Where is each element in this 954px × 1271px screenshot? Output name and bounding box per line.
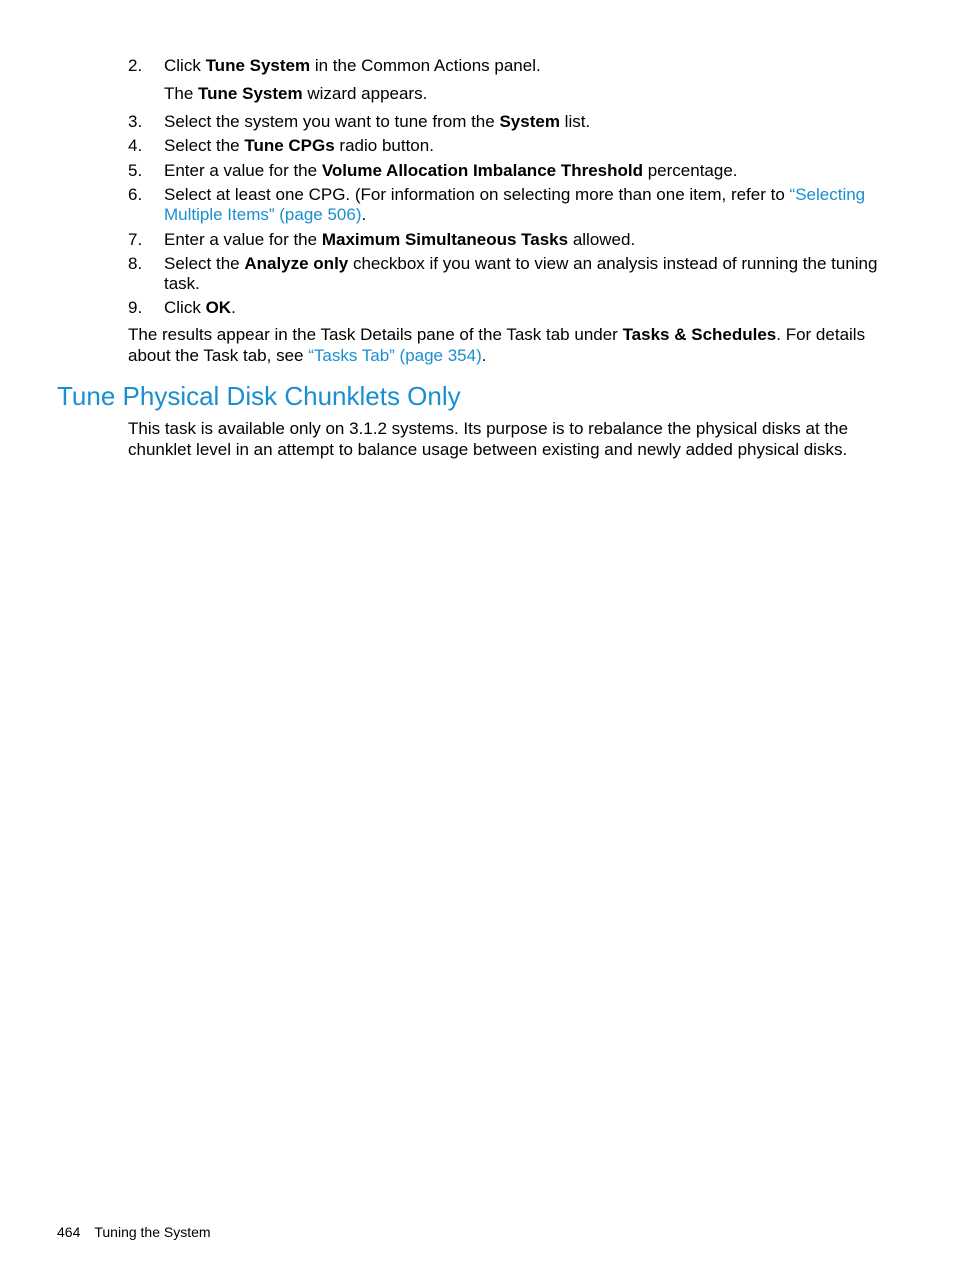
- results-paragraph: [128, 325, 868, 366]
- step-item: [128, 230, 888, 250]
- results-text-2: . For details about the Task tab, see: [128, 325, 866, 365]
- step-item: [128, 254, 888, 294]
- step-number: 7.: [128, 230, 143, 249]
- step-number: 8.: [128, 254, 143, 273]
- ui-term: Tune CPGs: [244, 136, 335, 155]
- step-text-run: .: [231, 298, 236, 317]
- ui-term: System: [499, 112, 560, 131]
- step-text-run: Select at least one CPG. (For information on selecting more than one item, refer to: [164, 185, 790, 204]
- step-text-run: in the Common Actions panel.: [310, 56, 541, 75]
- step-text-run: radio button.: [334, 136, 434, 155]
- step-item: [128, 185, 888, 225]
- section-heading: Tune Physical Disk Chunklets Only: [57, 381, 461, 411]
- ui-term: Volume Allocation Imbalance Threshold: [321, 161, 643, 180]
- step-text: [164, 230, 888, 250]
- step-text-run: checkbox if you want to view an analysis instead of running the tuning task.: [164, 254, 878, 293]
- ui-term: Tune System: [198, 84, 303, 103]
- step-text-run: allowed.: [568, 230, 636, 249]
- step-text: [164, 254, 888, 294]
- step-text: [164, 84, 888, 104]
- step-text: [164, 136, 888, 156]
- section-body: This task is available only on 3.1.2 systems. Its purpose is to rebalance the physical disks at the chunklet level in an attempt to balance usage between existing and newly added physical disks.: [128, 419, 849, 459]
- step-number: 2.: [128, 56, 143, 75]
- step-number: 5.: [128, 161, 143, 180]
- step-text-run: Enter a value for the: [164, 161, 322, 180]
- ui-term: Tune System: [205, 56, 311, 75]
- step-item: [128, 298, 888, 318]
- ui-term: Maximum Simultaneous Tasks: [321, 230, 569, 249]
- step-text-run: wizard appears.: [302, 84, 428, 103]
- step-number: 3.: [128, 112, 143, 131]
- page-number: 464: [57, 1224, 81, 1240]
- step-text-run: Select the: [164, 136, 245, 155]
- step-text-run: Click: [164, 298, 206, 317]
- chapter-title: Tuning the System: [94, 1224, 211, 1240]
- results-text-3: .: [481, 345, 487, 365]
- page-footer: [57, 1222, 211, 1242]
- results-text-1: The results appear in the Task Details pane of the Task tab under: [128, 325, 623, 344]
- step-text-run: Select the system you want to tune from the: [164, 112, 500, 131]
- step-text-run: Enter a value for the: [164, 230, 322, 249]
- ui-term: OK: [205, 298, 232, 317]
- step-item: [128, 161, 888, 181]
- selecting-multiple-items-link[interactable]: “Selecting Multiple Items” (page 506): [164, 185, 866, 224]
- tasks-schedules-term: Tasks & Schedules: [622, 325, 777, 344]
- step-text: [164, 56, 888, 76]
- step-item: [128, 56, 888, 76]
- tasks-tab-link[interactable]: “Tasks Tab” (page 354): [308, 345, 482, 365]
- step-text: [164, 185, 888, 225]
- step-text-run: .: [361, 205, 367, 224]
- step-item: [128, 112, 888, 132]
- ui-term: Analyze only: [244, 254, 349, 273]
- step-item: [128, 136, 888, 156]
- step-number: 4.: [128, 136, 143, 155]
- step-text-run: The: [164, 84, 199, 103]
- step-text: [164, 298, 888, 318]
- step-text-run: Select the: [164, 254, 245, 273]
- step-text: [164, 112, 888, 132]
- step-number: 9.: [128, 298, 143, 317]
- step-result: [128, 84, 888, 104]
- step-text-run: percentage.: [643, 161, 738, 180]
- step-text-run: Click: [164, 56, 206, 75]
- step-text: [164, 161, 888, 181]
- step-number: 6.: [128, 185, 143, 204]
- step-text-run: list.: [559, 112, 591, 131]
